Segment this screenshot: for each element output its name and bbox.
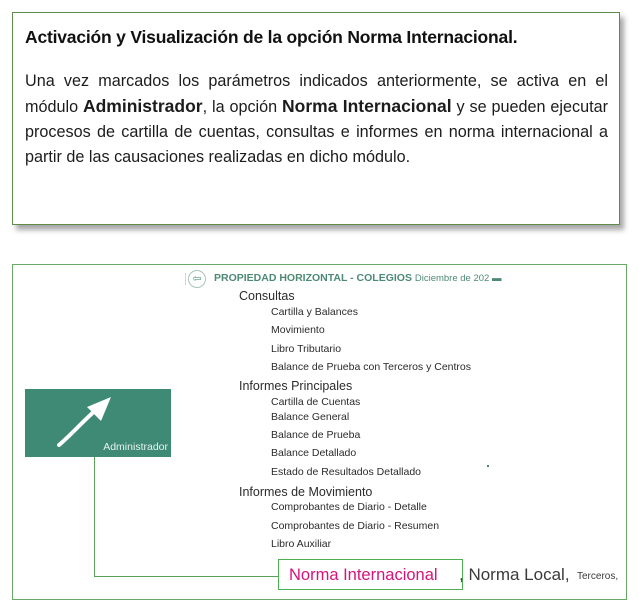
back-arrow-icon[interactable]: ⇦: [188, 270, 206, 288]
menu-item-movimiento[interactable]: Movimiento: [271, 324, 325, 336]
terceros-option[interactable]: Terceros,: [577, 571, 619, 582]
menu-item-comprobantes-detalle[interactable]: Comprobantes de Diario - Detalle: [271, 501, 427, 513]
callout-bold-norma: Norma Internacional: [282, 96, 452, 116]
norma-internacional-option[interactable]: Norma Internacional: [289, 566, 438, 584]
connector-line: [94, 457, 95, 576]
menu-item-libro-auxiliar[interactable]: Libro Auxiliar: [271, 538, 332, 550]
callout-title: Activación y Visualización de la opción Norma Internacional.: [25, 27, 518, 47]
administrador-tile[interactable]: [25, 389, 171, 457]
app-screenshot-frame: [12, 264, 627, 600]
menu-item-estado-resultados[interactable]: Estado de Resultados Detallado: [271, 466, 422, 478]
menu-item-cartilla-cuentas[interactable]: Cartilla de Cuentas: [271, 396, 361, 408]
administrador-label: Administrador: [103, 441, 168, 453]
callout-text-3: y se pueden ejecutar procesos de cartilla de cuentas, consultas e informes en norma internacional a partir de las causaciones realizadas en dicho módulo.: [25, 98, 608, 166]
callout-paragraph: [25, 69, 608, 170]
menu-heading-consultas: Consultas: [239, 289, 295, 303]
menu-item-libro-tributario[interactable]: Libro Tributario: [271, 343, 342, 355]
norma-local-option[interactable]: , Norma Local,: [459, 565, 570, 584]
callout-text-2: , la opción: [202, 98, 283, 116]
menu-item-comprobantes-resumen[interactable]: Comprobantes de Diario - Resumen: [271, 520, 440, 532]
instruction-callout: [12, 12, 620, 225]
module-title: [214, 272, 501, 284]
menu-heading-informes-movimiento: Informes de Movimiento: [239, 485, 373, 499]
menu-heading-informes-principales: Informes Principales: [239, 379, 353, 393]
connector-line: [94, 576, 278, 577]
menu-item-balance-detallado[interactable]: Balance Detallado: [271, 447, 357, 459]
menu-item-cartilla-balances[interactable]: Cartilla y Balances: [271, 306, 358, 318]
menu-item-balance-prueba[interactable]: Balance de Prueba: [271, 429, 361, 441]
module-date: Diciembre de 202 ▬: [414, 273, 502, 284]
arrow-up-right-icon: [57, 395, 117, 447]
menu-item-balance-terceros-centros[interactable]: Balance de Prueba con Terceros y Centros: [271, 361, 472, 373]
module-title-text: PROPIEDAD HORIZONTAL - COLEGIOS: [214, 272, 412, 284]
stray-dot: [487, 465, 489, 467]
callout-bold-administrador: Administrador: [82, 96, 203, 116]
separator: [185, 273, 186, 285]
menu-item-balance-general[interactable]: Balance General: [271, 411, 350, 423]
callout-text-1: Una vez marcados los parámetros indicados anteriormente, se activa en el módulo: [25, 72, 608, 116]
